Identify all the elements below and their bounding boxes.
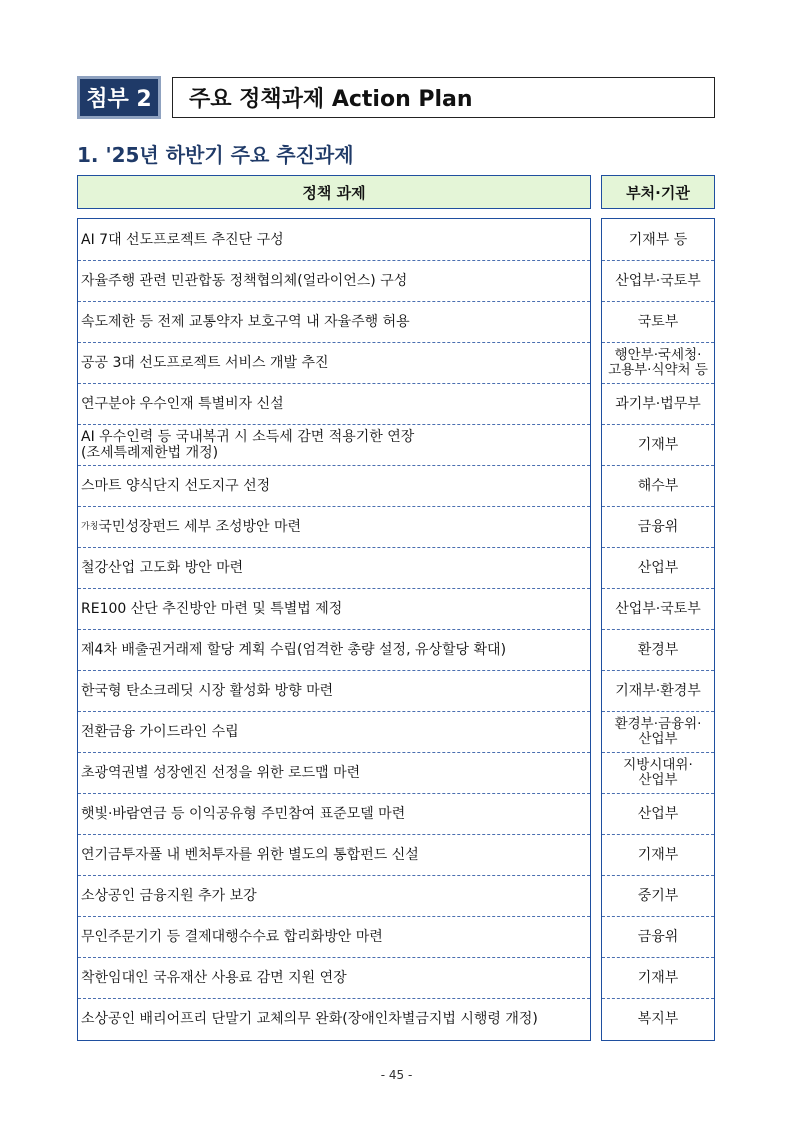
dept-text: 환경부·금융위· 산업부 bbox=[614, 716, 702, 747]
table-row bbox=[602, 260, 714, 301]
table-row bbox=[78, 301, 590, 342]
task-text: AI 7대 선도프로젝트 추진단 구성 bbox=[81, 231, 284, 248]
table-row bbox=[602, 875, 714, 916]
table-header-task: 정책 과제 bbox=[77, 175, 591, 209]
table-row bbox=[78, 506, 590, 547]
task-column bbox=[77, 218, 591, 1041]
task-text: 공공 3대 선도프로젝트 서비스 개발 추진 bbox=[81, 355, 329, 371]
table-row bbox=[78, 383, 590, 424]
table-row bbox=[78, 342, 590, 383]
dept-text: 복지부 bbox=[637, 1011, 679, 1027]
table-row bbox=[78, 711, 590, 752]
dept-text: 기재부 등 bbox=[628, 231, 688, 248]
table-row bbox=[602, 465, 714, 506]
task-text: 속도제한 등 전제 교통약자 보호구역 내 자율주행 허용 bbox=[81, 314, 410, 330]
table-row bbox=[602, 424, 714, 465]
table-row bbox=[602, 793, 714, 834]
dept-text: 행안부·국세청· 고용부·식약처 등 bbox=[608, 347, 708, 378]
table-row bbox=[602, 588, 714, 629]
table-row bbox=[78, 957, 590, 998]
dept-text: 산업부·국토부 bbox=[615, 273, 701, 289]
table-row bbox=[78, 670, 590, 711]
table-row bbox=[78, 588, 590, 629]
attachment-badge: 첨부 2 bbox=[77, 76, 161, 119]
task-text: 소상공인 배리어프리 단말기 교체의무 완화(장애인차별금지법 시행령 개정) bbox=[81, 1011, 538, 1027]
task-text: 스마트 양식단지 선도지구 선정 bbox=[81, 478, 271, 494]
table-row bbox=[602, 998, 714, 1039]
table-row bbox=[78, 260, 590, 301]
table-row bbox=[602, 916, 714, 957]
section-title: 1. '25년 하반기 주요 추진과제 bbox=[77, 143, 354, 167]
dept-text: 기재부 bbox=[637, 437, 679, 453]
dept-text: 산업부 bbox=[637, 806, 679, 822]
table-row bbox=[78, 752, 590, 793]
table-row bbox=[78, 219, 590, 260]
table-row bbox=[602, 342, 714, 383]
task-text: 초광역권별 성장엔진 선정을 위한 로드맵 마련 bbox=[81, 765, 361, 781]
task-prefix: 가칭 bbox=[81, 522, 99, 532]
table-row bbox=[78, 998, 590, 1039]
dept-text: 금융위 bbox=[637, 519, 679, 535]
page-number: - 45 - bbox=[380, 1068, 413, 1082]
dept-text: 해수부 bbox=[637, 478, 679, 494]
dept-text: 산업부·국토부 bbox=[615, 601, 701, 617]
dept-text: 환경부 bbox=[637, 642, 679, 658]
task-text: 국민성장펀드 세부 조성방안 마련 bbox=[98, 519, 302, 535]
table-row bbox=[602, 506, 714, 547]
table-row bbox=[602, 670, 714, 711]
dept-column bbox=[601, 218, 715, 1041]
table-row bbox=[602, 219, 714, 260]
task-text: 연기금투자풀 내 벤처투자를 위한 별도의 통합펀드 신설 bbox=[81, 847, 419, 863]
dept-text: 산업부 bbox=[637, 560, 679, 576]
table-row bbox=[602, 752, 714, 793]
task-text: 착한임대인 국유재산 사용료 감면 지원 연장 bbox=[81, 970, 347, 986]
table-row bbox=[78, 916, 590, 957]
table-row bbox=[78, 834, 590, 875]
table-row bbox=[602, 957, 714, 998]
table-row bbox=[78, 629, 590, 670]
dept-text: 기재부·환경부 bbox=[615, 683, 701, 699]
dept-text: 기재부 bbox=[637, 970, 679, 986]
dept-text: 지방시대위· 산업부 bbox=[623, 757, 693, 788]
table-row bbox=[78, 547, 590, 588]
dept-text: 금융위 bbox=[637, 929, 679, 945]
task-text: AI 우수인력 등 국내복귀 시 소득세 감면 적용기한 연장 (조세특례제한법 개정) bbox=[81, 429, 415, 461]
page-title: 주요 정책과제 Action Plan bbox=[172, 77, 715, 118]
table-row bbox=[602, 629, 714, 670]
table-row bbox=[602, 711, 714, 752]
table-header-dept: 부처·기관 bbox=[601, 175, 715, 209]
task-text: 소상공인 금융지원 추가 보강 bbox=[81, 888, 257, 904]
task-text: 전환금융 가이드라인 수립 bbox=[81, 724, 239, 740]
task-text: 철강산업 고도화 방안 마련 bbox=[81, 560, 244, 576]
table-row bbox=[78, 875, 590, 916]
task-text: 한국형 탄소크레딧 시장 활성화 방향 마련 bbox=[81, 683, 334, 699]
dept-text: 중기부 bbox=[637, 888, 679, 904]
task-text: 제4차 배출권거래제 할당 계획 수립(엄격한 총량 설정, 유상할당 확대) bbox=[81, 642, 507, 658]
table-row bbox=[602, 547, 714, 588]
table-row bbox=[602, 301, 714, 342]
table-row bbox=[78, 793, 590, 834]
table-row bbox=[78, 465, 590, 506]
task-text: 자율주행 관련 민관합동 정책협의체(얼라이언스) 구성 bbox=[81, 273, 408, 289]
task-text: 무인주문기기 등 결제대행수수료 합리화방안 마련 bbox=[81, 929, 383, 945]
dept-text: 국토부 bbox=[637, 314, 679, 330]
table-row bbox=[78, 424, 590, 465]
dept-text: 과기부·법무부 bbox=[615, 396, 701, 412]
task-text: RE100 산단 추진방안 마련 및 특별법 제정 bbox=[81, 601, 343, 617]
dept-text: 기재부 bbox=[637, 847, 679, 863]
task-text: 연구분야 우수인재 특별비자 신설 bbox=[81, 396, 284, 412]
table-row bbox=[602, 834, 714, 875]
table-row bbox=[602, 383, 714, 424]
task-text: 햇빛·바람연금 등 이익공유형 주민참여 표준모델 마련 bbox=[81, 806, 406, 822]
